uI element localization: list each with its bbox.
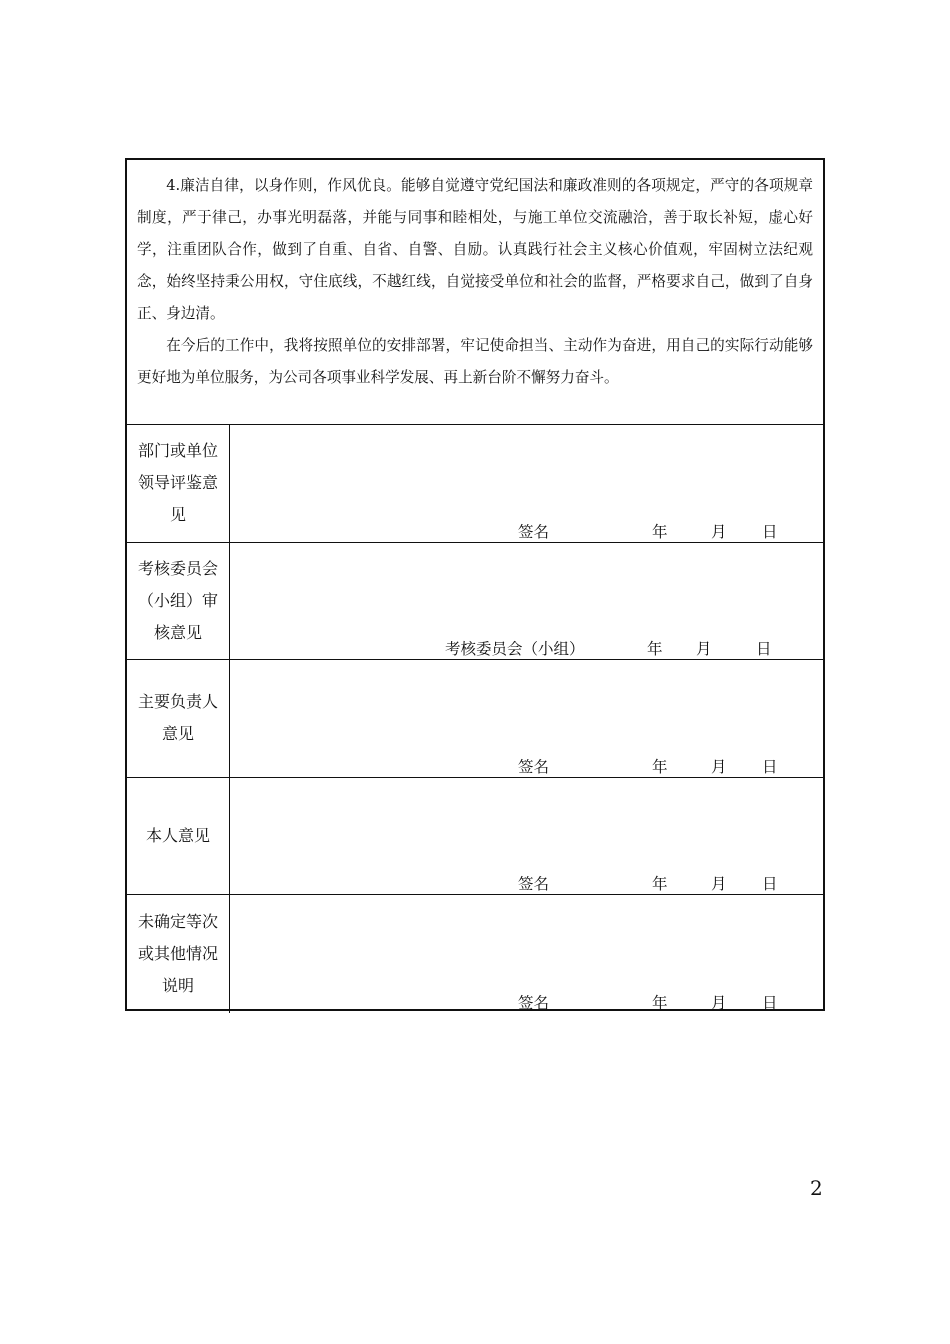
month-label: 月 xyxy=(711,522,727,541)
row-label: 未确定等次或其他情况说明 xyxy=(137,911,218,995)
row-label: 本人意见 xyxy=(145,825,210,845)
assessment-form-table xyxy=(125,158,825,1011)
row-undetermined-grade-notes xyxy=(127,895,823,1013)
year-label: 年 xyxy=(652,875,668,893)
year-label: 年 xyxy=(652,522,668,541)
year-label: 年 xyxy=(647,640,663,658)
row-principal-opinion xyxy=(127,660,823,778)
day-label: 日 xyxy=(762,757,778,776)
year-label: 年 xyxy=(652,993,668,1012)
row-label: 主要负责人意见 xyxy=(137,692,218,744)
signature-label: 签名 xyxy=(518,757,550,776)
row-label: 考核委员会（小组）审核意见 xyxy=(137,558,218,642)
month-label: 月 xyxy=(696,640,712,658)
day-label: 日 xyxy=(756,640,772,658)
signature-label: 签名 xyxy=(518,522,550,541)
page-number: 2 xyxy=(810,1176,823,1200)
year-label: 年 xyxy=(652,757,668,776)
row-department-leader-opinion xyxy=(127,425,823,543)
day-label: 日 xyxy=(762,993,778,1012)
day-label: 日 xyxy=(762,875,778,893)
signature-label: 签名 xyxy=(518,875,550,893)
month-label: 月 xyxy=(711,757,727,776)
row-label-cell xyxy=(127,425,230,542)
month-label: 月 xyxy=(711,875,727,893)
row-label-cell xyxy=(127,543,230,660)
signature-label: 签名 xyxy=(518,993,550,1012)
row-personal-opinion xyxy=(127,778,823,896)
day-label: 日 xyxy=(762,522,778,541)
month-label: 月 xyxy=(711,993,727,1012)
row-label-cell xyxy=(127,895,230,1013)
row-committee-review-opinion xyxy=(127,543,823,661)
row-label-cell xyxy=(127,778,230,895)
summary-paragraph-future-work: 在今后的工作中，我将按照单位的安排部署，牢记使命担当、主动作为奋进，用自己的实际行动能够更好地为单位服务，为公司各项事业科学发展、再上新台阶不懈努力奋斗。 xyxy=(137,337,813,386)
summary-paragraph-integrity: 4.廉洁自律，以身作则，作风优良。能够自觉遵守党纪国法和廉政准则的各项规定，严守的各项规章制度，严于律己，办事光明磊落，并能与同事和睦相处，与施工单位交流融洽，善于取长补短，虚心好学，注重团队合作，做到了自重、自省、自警、自励。认真践行社会主义核心价值观，牢固树立法纪观念，始终坚持秉公用权，守住底线，不越红线，自觉接受单位和社会的监督，严格要求自己，做到了自身正、身边清。 xyxy=(137,177,813,322)
row-label-cell xyxy=(127,660,230,777)
row-label: 部门或单位领导评鉴意见 xyxy=(137,441,218,525)
self-summary-cell xyxy=(127,160,823,425)
committee-signature-label: 考核委员会（小组） xyxy=(445,640,585,658)
